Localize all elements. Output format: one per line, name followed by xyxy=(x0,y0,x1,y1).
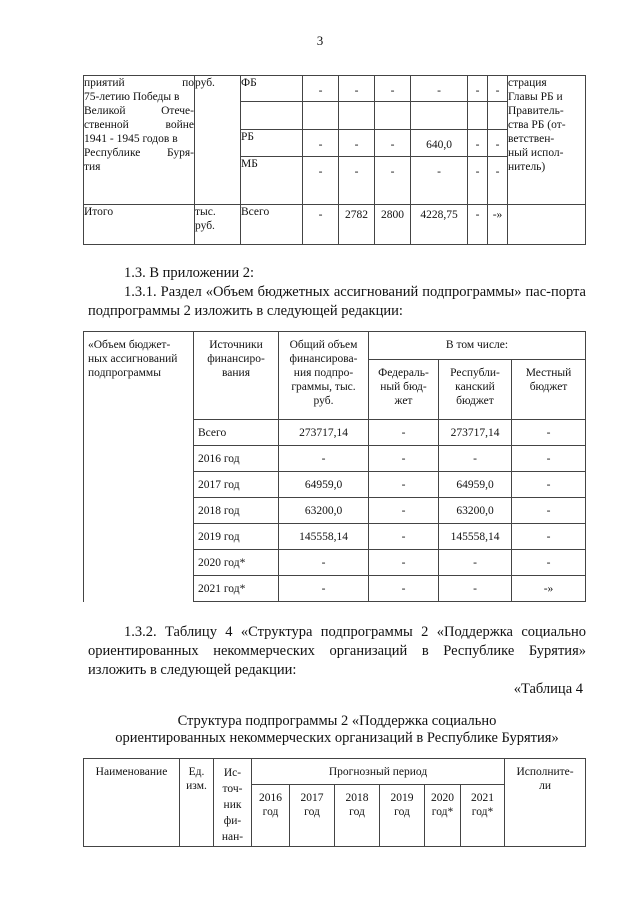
row-label: 2021 год* xyxy=(194,576,279,602)
header-line: канский xyxy=(455,381,495,393)
federal-value: - xyxy=(369,576,439,602)
table-4-title-line-1: Структура подпрограммы 2 «Поддержка социально xyxy=(177,713,497,729)
total-value-cell: 2800 xyxy=(375,205,411,245)
value-cell: - xyxy=(411,76,468,102)
republic-value: 64959,0 xyxy=(439,472,512,498)
total-value-cell: - xyxy=(468,205,488,245)
total-label-cell: Итого xyxy=(84,205,195,245)
budget-allocation-table xyxy=(83,331,586,602)
year-line: год xyxy=(394,806,410,818)
total-value: - xyxy=(279,446,369,472)
table-4-title-line-2: ориентированных некоммерческих организаций в Республике Бурятия» xyxy=(115,730,559,746)
local-value: - xyxy=(512,550,586,576)
header-line: ли xyxy=(539,780,551,792)
empty-cell xyxy=(508,205,586,245)
value-cell: - xyxy=(339,76,375,102)
source-cell: РБ xyxy=(241,130,303,157)
year-line: год* xyxy=(471,806,494,818)
event-line: 1941 - 1945 годов в xyxy=(84,133,178,145)
total-value-cell: 4228,75 xyxy=(411,205,468,245)
local-value: -» xyxy=(512,576,586,602)
header-line: точ- xyxy=(222,783,243,795)
federal-value: - xyxy=(369,524,439,550)
header-unit xyxy=(180,759,214,847)
local-value: - xyxy=(512,446,586,472)
total-value-cell: - xyxy=(303,205,339,245)
header-line: Местный xyxy=(525,367,572,379)
total-value: 145558,14 xyxy=(279,524,369,550)
paragraph-1-3-2: 1.3.2. Таблицу 4 «Структура подпрограммы 2 «Поддержка социально ориентированных некоммерческих организаций в Республике Бурятия» изложить в следующей редакции: xyxy=(88,624,586,678)
header-line: нан- xyxy=(221,831,244,843)
value-cell: - xyxy=(339,130,375,157)
row-label: 2018 год xyxy=(194,498,279,524)
source-cell: Всего xyxy=(241,205,303,245)
empty-cell xyxy=(468,102,488,130)
header-executors xyxy=(505,759,586,847)
executor-line: Главы РБ и xyxy=(508,91,563,103)
value-cell: - xyxy=(488,76,508,102)
year-line: 2018 xyxy=(345,792,369,804)
subprogram-name-cell xyxy=(84,332,194,602)
event-line: тия xyxy=(84,161,101,173)
header-line: фи- xyxy=(223,815,242,827)
value-cell: - xyxy=(375,157,411,205)
header-total xyxy=(279,332,369,420)
year-line: 2021 xyxy=(471,792,495,804)
subprogram-structure-table xyxy=(83,758,586,847)
executor-line: страция xyxy=(508,77,547,89)
value-cell: - xyxy=(303,157,339,205)
federal-value: - xyxy=(369,550,439,576)
name-line: ных ассигнований xyxy=(88,353,178,365)
empty-cell xyxy=(488,102,508,130)
header-line: ния подпро- xyxy=(293,367,354,379)
value-cell: - xyxy=(468,76,488,102)
row-label: 2019 год xyxy=(194,524,279,550)
federal-value: - xyxy=(369,472,439,498)
header-republic xyxy=(439,360,512,420)
header-line: финансирова- xyxy=(289,353,358,365)
year-header xyxy=(335,785,380,847)
empty-cell xyxy=(241,102,303,130)
header-line: вания xyxy=(222,367,250,379)
header-including: В том числе: xyxy=(369,332,586,360)
local-value: - xyxy=(512,524,586,550)
value-cell: - xyxy=(303,76,339,102)
row-label: 2016 год xyxy=(194,446,279,472)
value-cell: - xyxy=(375,76,411,102)
year-header xyxy=(425,785,461,847)
header-federal xyxy=(369,360,439,420)
year-header xyxy=(290,785,335,847)
total-value-cell: 2782 xyxy=(339,205,375,245)
table-4-label: «Таблица 4 xyxy=(513,681,583,697)
header-line: ный бюд- xyxy=(380,381,427,393)
value-cell: - xyxy=(411,157,468,205)
republic-value: - xyxy=(439,576,512,602)
local-value: - xyxy=(512,498,586,524)
header-line: жет xyxy=(394,395,413,407)
executor-line: ный испол- xyxy=(508,147,564,159)
local-value: - xyxy=(512,420,586,446)
total-value: - xyxy=(279,576,369,602)
header-local xyxy=(512,360,586,420)
executor-line: Правитель- xyxy=(508,105,564,117)
empty-cell xyxy=(375,102,411,130)
value-cell: - xyxy=(488,157,508,205)
executor-line: ства РБ (от- xyxy=(508,119,566,131)
header-line: изм. xyxy=(186,780,207,792)
federal-value: - xyxy=(369,498,439,524)
year-header xyxy=(461,785,505,847)
year-line: 2017 xyxy=(300,792,324,804)
value-cell: - xyxy=(303,130,339,157)
value-cell: - xyxy=(468,157,488,205)
name-line: подпрограммы xyxy=(88,367,161,379)
event-name-cell xyxy=(84,76,195,205)
year-line: 2019 xyxy=(390,792,414,804)
republic-value: - xyxy=(439,446,512,472)
total-value-cell: -» xyxy=(488,205,508,245)
header-line: Источники xyxy=(209,339,263,351)
year-line: год xyxy=(304,806,320,818)
row-label: Всего xyxy=(194,420,279,446)
source-cell: МБ xyxy=(241,157,303,205)
republic-value: 63200,0 xyxy=(439,498,512,524)
republic-value: - xyxy=(439,550,512,576)
year-line: год xyxy=(262,806,279,818)
event-line: приятий по xyxy=(84,77,194,89)
empty-cell xyxy=(339,102,375,130)
republic-value: 273717,14 xyxy=(439,420,512,446)
empty-cell xyxy=(303,102,339,130)
source-cell: ФБ xyxy=(241,76,303,102)
row-label: 2020 год* xyxy=(194,550,279,576)
header-line: Федераль- xyxy=(378,367,429,379)
header-line: Общий объем xyxy=(289,339,358,351)
value-cell: - xyxy=(375,130,411,157)
header-line: граммы, тыс. xyxy=(291,381,356,393)
event-line: Великой Отече- xyxy=(84,105,194,117)
header-source xyxy=(214,759,252,847)
header-line: бюджет xyxy=(456,395,494,407)
year-header xyxy=(380,785,425,847)
year-line: 2020 xyxy=(431,792,454,804)
executor-cell xyxy=(508,76,586,205)
continued-event-table xyxy=(83,75,586,245)
federal-value: - xyxy=(369,446,439,472)
year-header xyxy=(252,785,290,847)
unit-cell: руб. xyxy=(195,76,241,205)
header-line: Ед. xyxy=(188,766,205,778)
unit-line: руб. xyxy=(195,220,215,232)
header-line: ник xyxy=(223,799,242,811)
event-line: Республике Буря- xyxy=(84,147,194,159)
event-line: ственной войне xyxy=(84,119,194,131)
executor-line: нитель) xyxy=(508,161,546,173)
header-line: Исполните- xyxy=(516,766,574,778)
header-line: бюджет xyxy=(529,381,568,393)
row-label: 2017 год xyxy=(194,472,279,498)
total-value: - xyxy=(279,550,369,576)
value-cell: - xyxy=(468,130,488,157)
header-name: Наименование xyxy=(84,759,180,847)
year-line: год xyxy=(349,806,365,818)
empty-cell xyxy=(411,102,468,130)
paragraph-1-3-1: 1.3.1. Раздел «Объем бюджетных ассигнований подпрограммы» пас-порта подпрограммы 2 изложить в следующей редакции: xyxy=(88,284,586,319)
value-cell: - xyxy=(488,130,508,157)
executor-line: ветствен- xyxy=(508,133,555,145)
paragraph-1-3: 1.3. В приложении 2: xyxy=(124,265,255,281)
page-number: 3 xyxy=(316,33,324,48)
total-value: 63200,0 xyxy=(279,498,369,524)
header-sources xyxy=(194,332,279,420)
total-value: 273717,14 xyxy=(279,420,369,446)
total-unit-cell xyxy=(195,205,241,245)
unit-line: тыс. xyxy=(195,206,216,218)
value-cell: - xyxy=(339,157,375,205)
header-forecast: Прогнозный период xyxy=(252,759,505,785)
header-line: руб. xyxy=(313,395,334,407)
event-line: 75-летию Победы в xyxy=(84,91,180,103)
header-line: Республи- xyxy=(450,367,500,379)
year-line: год* xyxy=(431,806,454,818)
federal-value: - xyxy=(369,420,439,446)
local-value: - xyxy=(512,472,586,498)
total-value: 64959,0 xyxy=(279,472,369,498)
header-line: Ис- xyxy=(223,767,242,779)
year-line: 2016 xyxy=(259,792,282,804)
header-line: финансиро- xyxy=(207,353,265,365)
republic-value: 145558,14 xyxy=(439,524,512,550)
name-line: «Объем бюджет- xyxy=(88,339,171,351)
value-cell: 640,0 xyxy=(411,130,468,157)
